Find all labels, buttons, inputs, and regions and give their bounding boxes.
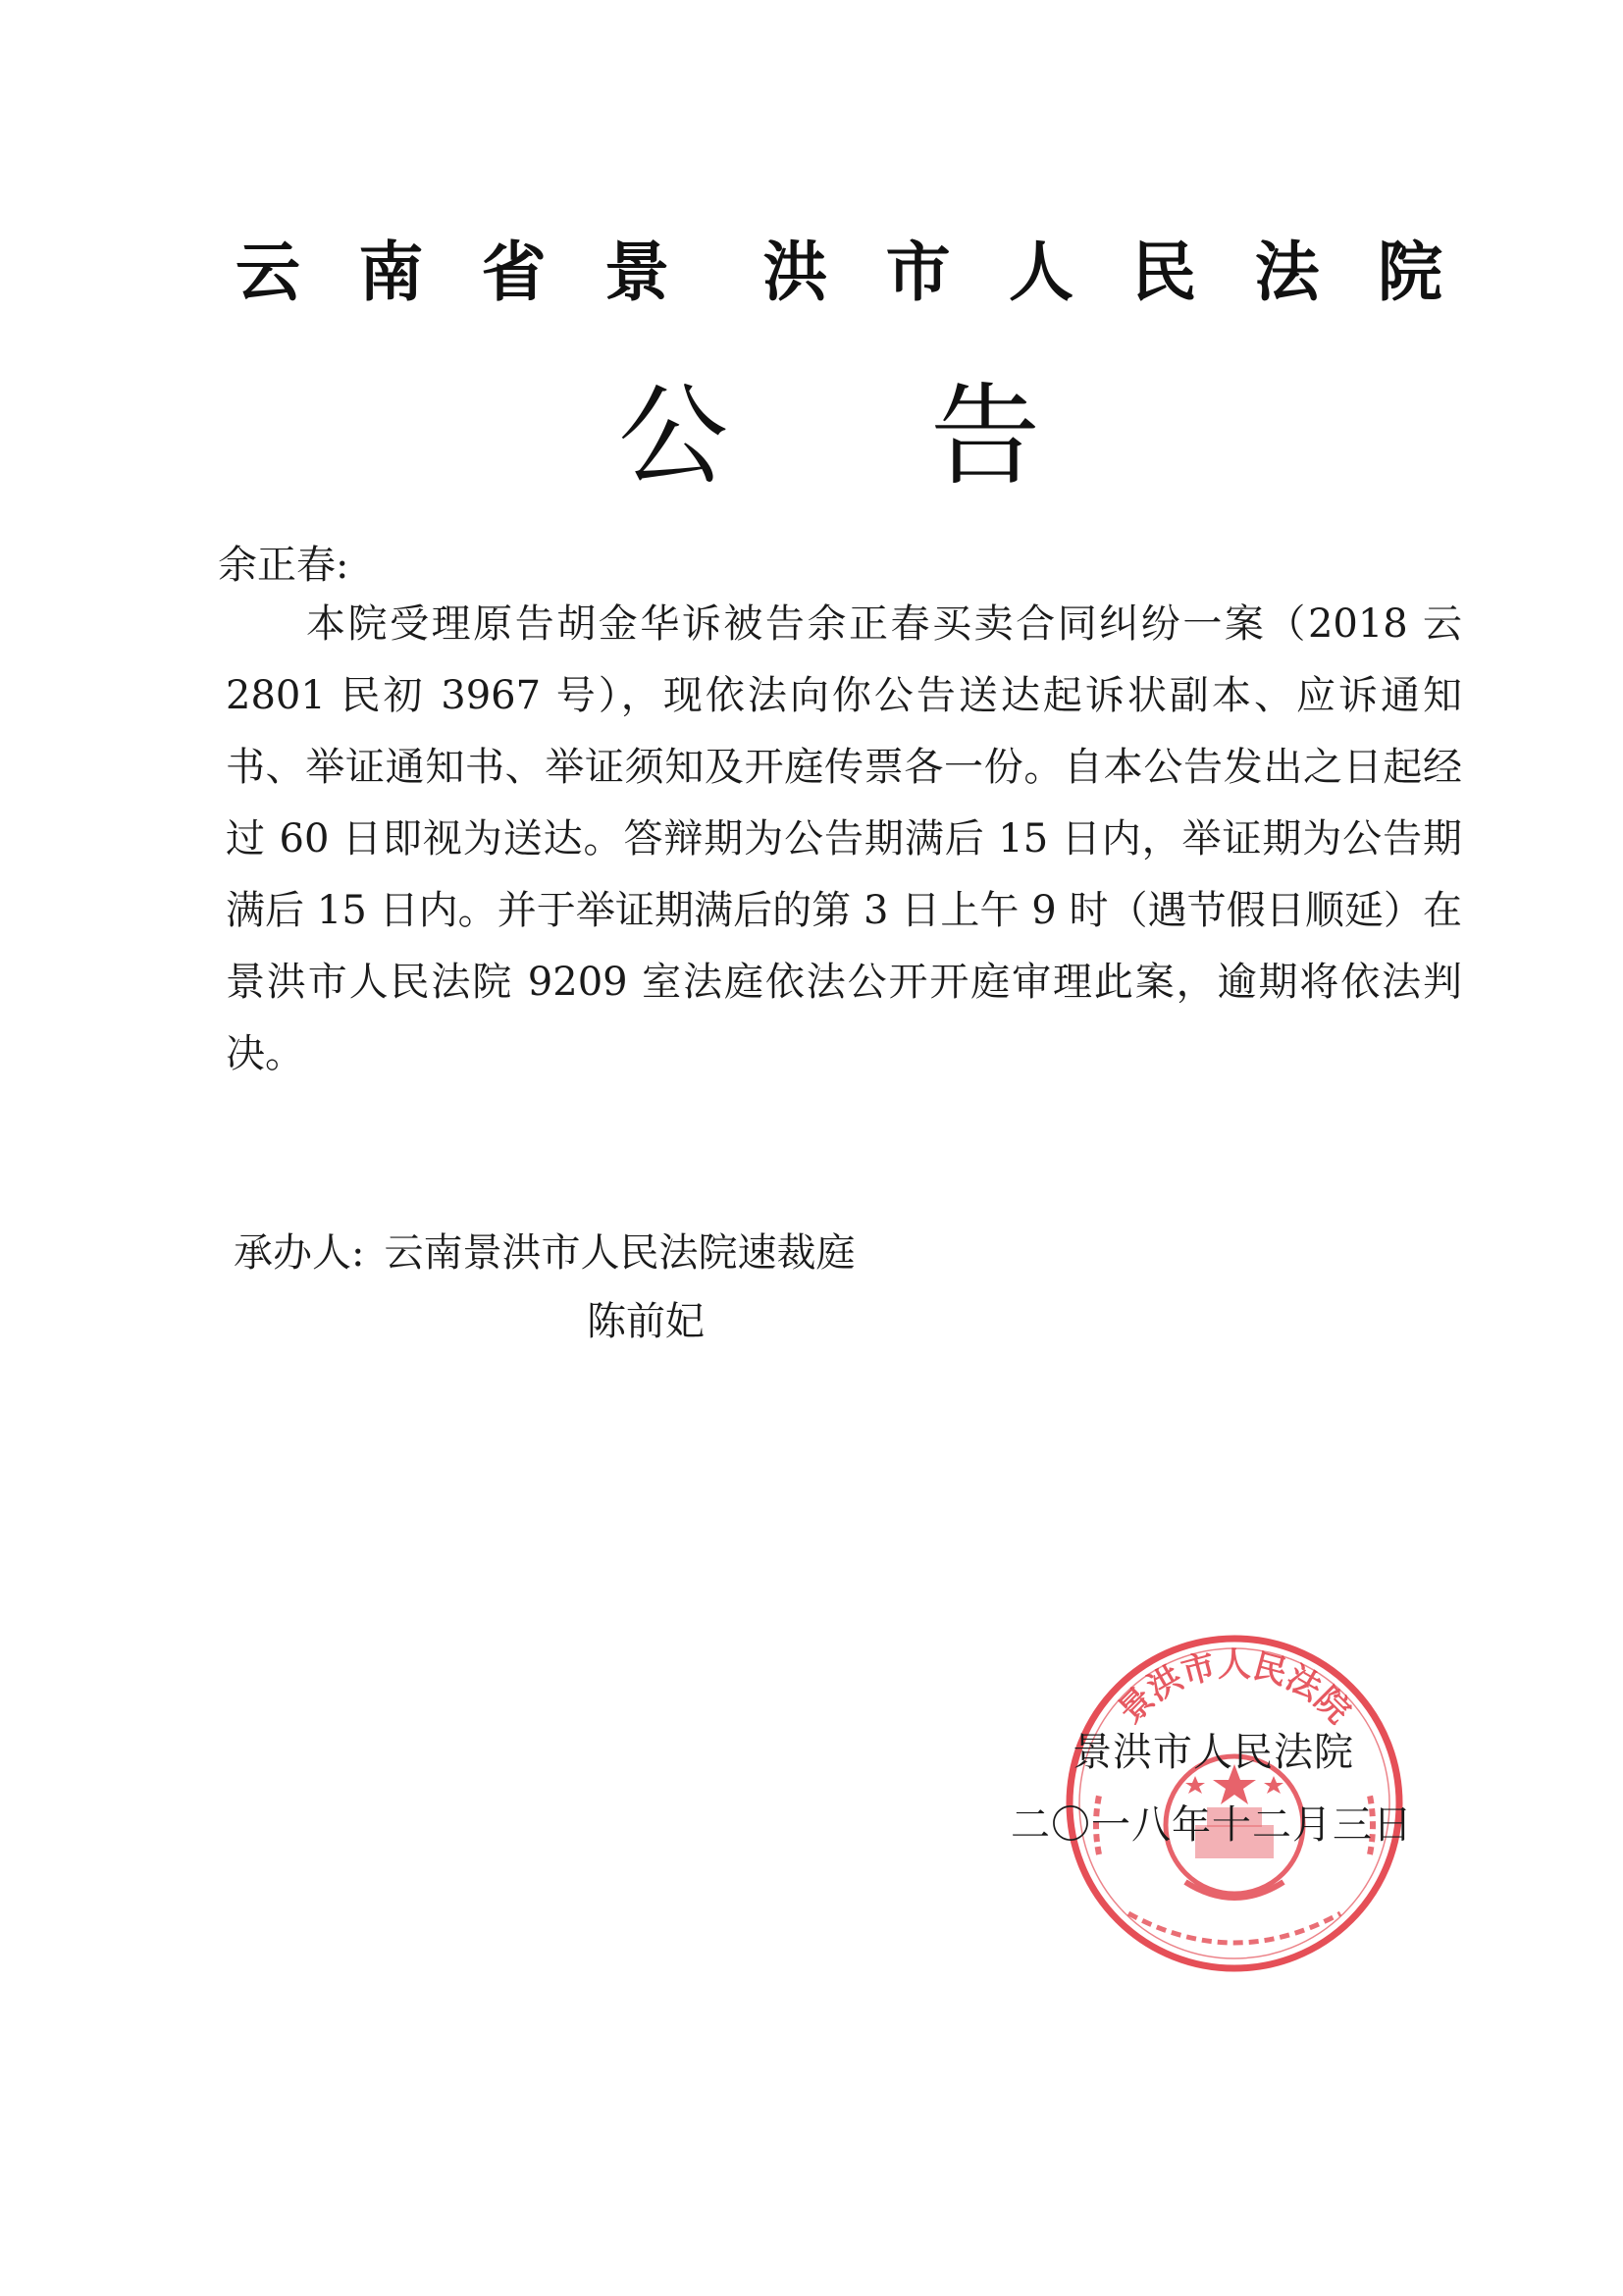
- court-title-char: 景: [603, 235, 669, 310]
- court-title-char: 人: [1008, 235, 1073, 310]
- court-title-char: 院: [1377, 235, 1442, 310]
- notice-title-char: 告: [930, 373, 1040, 500]
- court-title-char: 省: [481, 235, 547, 310]
- court-title: [236, 234, 1442, 312]
- court-title-char: 民: [1131, 235, 1197, 310]
- court-title-char: 云: [236, 235, 300, 310]
- notice-title: [618, 373, 1040, 500]
- court-title-char: 南: [358, 235, 424, 310]
- handler-line: [234, 1225, 855, 1281]
- seal-text: 景洪市人民法院: [1111, 1645, 1358, 1732]
- handler-name: 陈前妃: [587, 1299, 705, 1344]
- court-title-char: 洪: [762, 235, 828, 310]
- notice-body: 本院受理原告胡金华诉被告余正春买卖合同纠纷一案（2018 云 2801 民初 3967 号），现依法向你公告送达起诉状副本、应诉通知书、举证通知书、举证须知及开庭传票各一份。自本公告发出之日起经过 60 日即视为送达。答辩期为公告期满后 15 日内，举证期为公告期满后 15 日内。并于举证期满后的第 3 日上午 9 时（遇节假日顺延）在景洪市人民法院 9209 室法庭依法公开开庭审理此案，逾期将依法判决。: [226, 601, 1462, 1076]
- signature-date: 二〇一八年十二月三日: [1011, 1802, 1413, 1848]
- court-title-char: 法: [1254, 235, 1320, 310]
- handler-department: 云南景洪市人民法院速裁庭: [384, 1230, 856, 1276]
- notice-title-char: 公: [618, 373, 728, 500]
- court-title-char: 市: [885, 235, 951, 310]
- signature-court: 景洪市人民法院: [1073, 1730, 1354, 1775]
- handler-label: 承办人:: [234, 1230, 365, 1276]
- addressee: 余正春:: [218, 543, 349, 588]
